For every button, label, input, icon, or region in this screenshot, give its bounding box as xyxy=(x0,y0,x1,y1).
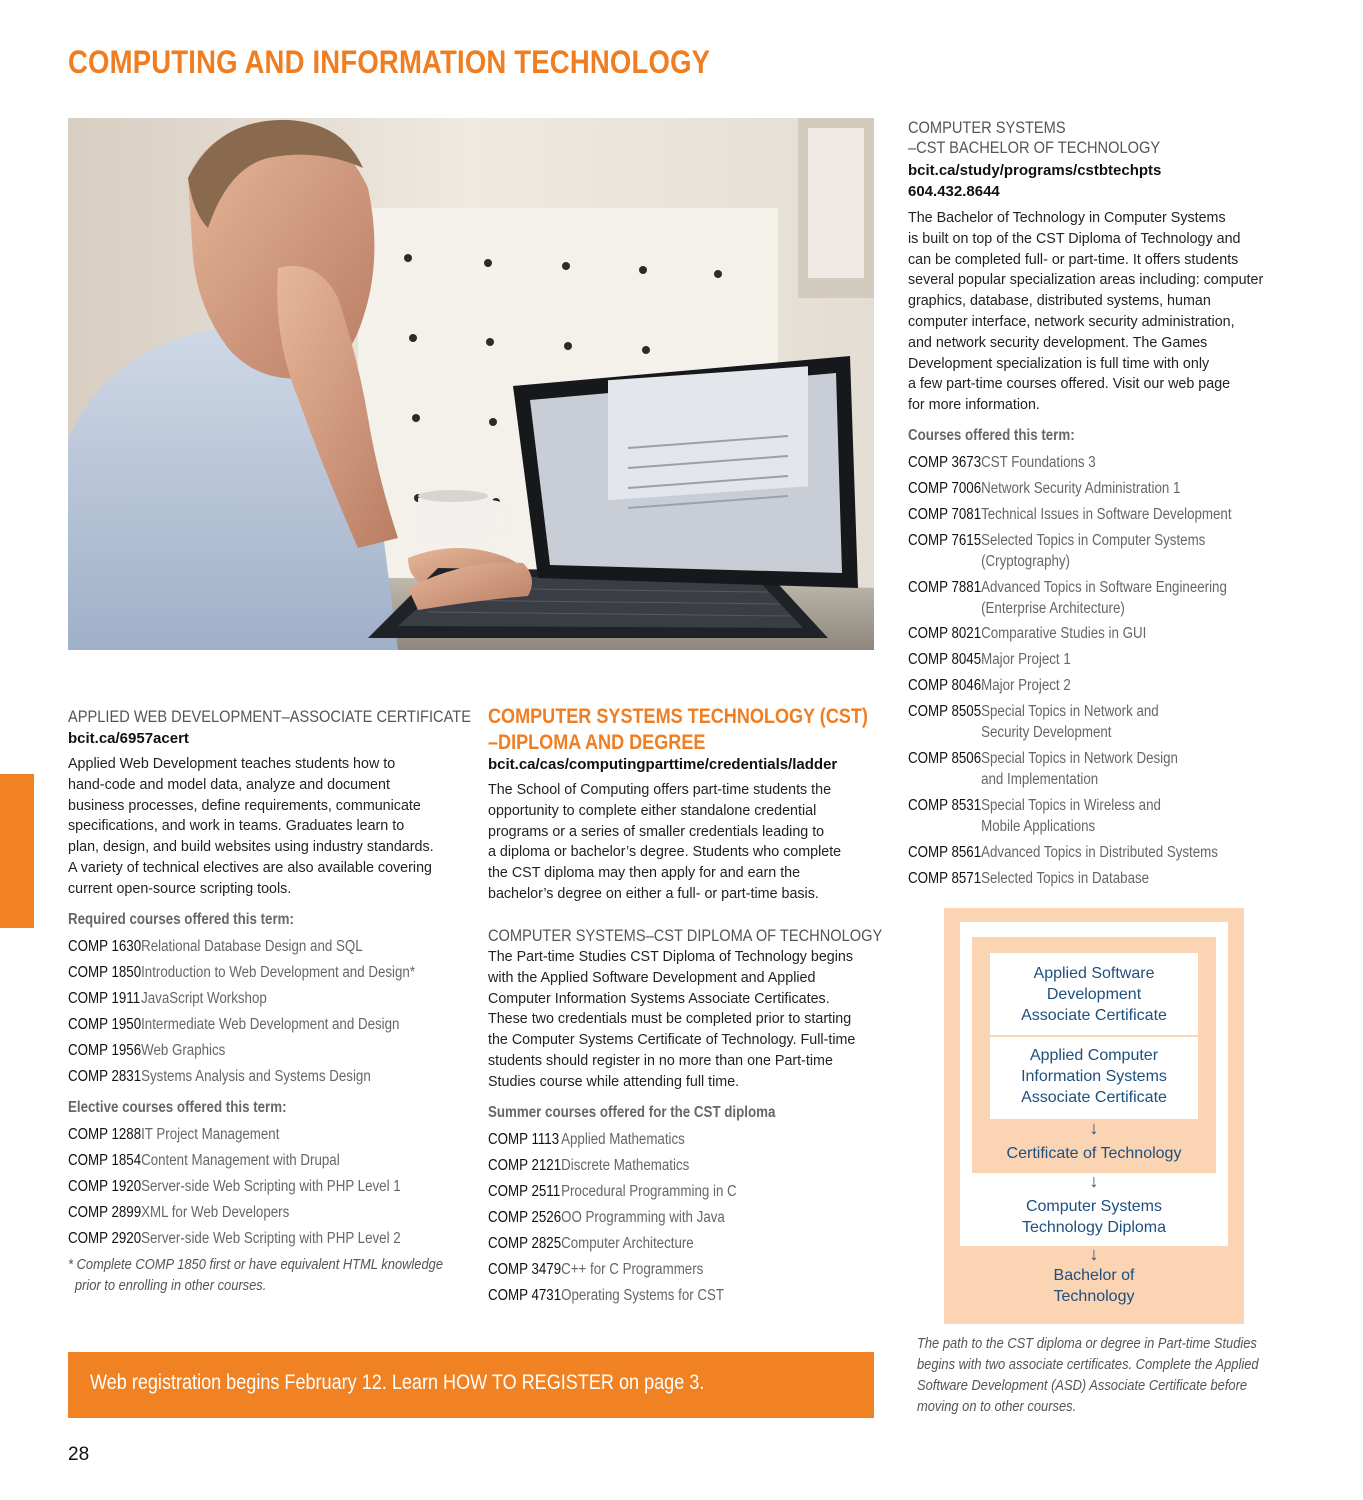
cst-heading: COMPUTER SYSTEMS TECHNOLOGY (CST) –DIPLOMA AND DEGREE xyxy=(488,705,868,754)
course-item: COMP 2920 Server-side Web Scripting with PHP Level 2 xyxy=(68,1230,401,1247)
btech-description: The Bachelor of Technology in Computer Systems is built on top of the CST Diploma of Technology and can be completed full- or part-time. It offers students several popular specialization areas including: computer graphics, database, distributed systems, human computer interface, network security administration, and network security development. The Games Development specialization is full time with only a few part-time courses offered. Visit our web page for more information. xyxy=(908,210,1264,414)
arrow-down-icon: ↓ xyxy=(1089,1171,1099,1191)
course-item: COMP 2121 Discrete Mathematics xyxy=(488,1157,690,1174)
registration-banner-text: Web registration begins February 12. Learn HOW TO REGISTER on page 3. xyxy=(90,1371,705,1394)
course-item: COMP 7081 Technical Issues in Software Development xyxy=(908,506,1232,523)
course-item: COMP 7006 Network Security Administration 1 xyxy=(908,480,1181,497)
course-item: COMP 1854 Content Management with Drupal xyxy=(68,1152,340,1169)
course-item: COMP 8531 Special Topics in Wireless and Mobile Applications xyxy=(908,797,1161,835)
pathway-diagram xyxy=(944,908,1244,1324)
awd-description: Applied Web Development teaches students how to hand-code and model data, analyze and document business processes, define requirements, communicate specifications, and work in teams. Graduates learn to plan, design, and build websites using industry standards. A variety of technical electives are also available covering current open-source scripting tools. xyxy=(68,756,434,897)
course-item: COMP 8045 Major Project 1 xyxy=(908,651,1071,668)
arrow-down-icon: ↓ xyxy=(1089,1118,1099,1138)
photo-man-at-laptop-icon xyxy=(68,118,874,650)
cst-diploma-heading: COMPUTER SYSTEMS–CST DIPLOMA OF TECHNOLOGY xyxy=(488,926,883,945)
btech-link[interactable]: bcit.ca/study/programs/cstbtechpts xyxy=(908,162,1162,179)
page-number: 28 xyxy=(68,1444,90,1465)
cst-diploma-description: The Part-time Studies CST Diploma of Technology begins with the Applied Software Development and Applied Computer Information Systems Associate Certificates. These two credentials must be completed prior to starting the Computer Systems Certificate of Technology. Full-time students should register in no more than one Part-time Studies course while attending full time. xyxy=(488,949,856,1090)
course-item: COMP 1288 IT Project Management xyxy=(68,1126,280,1143)
section-tab-marker xyxy=(0,774,34,928)
awd-heading: APPLIED WEB DEVELOPMENT–ASSOCIATE CERTIFICATE xyxy=(68,707,471,726)
course-item: COMP 2825 Computer Architecture xyxy=(488,1235,694,1252)
cst-description: The School of Computing offers part-time students the opportunity to complete either standalone credential programs or a series of smaller credentials leading to a diploma or bachelor’s degree. Students who complete the CST diploma may then apply for and earn the bachelor’s degree on either a full- or part-time basis. xyxy=(488,782,842,902)
awd-required-list xyxy=(68,936,429,1092)
course-item: COMP 1920 Server-side Web Scripting with PHP Level 1 xyxy=(68,1178,401,1195)
arrow-down-icon: ↓ xyxy=(1089,1244,1099,1264)
course-item: COMP 3673 CST Foundations 3 xyxy=(908,454,1096,471)
page-title: COMPUTING AND INFORMATION TECHNOLOGY xyxy=(68,44,711,80)
cst-summer-list xyxy=(488,1129,815,1311)
course-item: COMP 1950 Intermediate Web Development and Design xyxy=(68,1016,400,1033)
course-item: COMP 4731 Operating Systems for CST xyxy=(488,1287,725,1304)
course-item: COMP 2899 XML for Web Developers xyxy=(68,1204,290,1221)
diploma-label: Computer Systems Technology Diploma xyxy=(1021,1198,1167,1236)
course-item: COMP 8571 Selected Topics in Database xyxy=(908,870,1150,887)
course-item: COMP 8021 Comparative Studies in GUI xyxy=(908,625,1147,642)
course-item: COMP 3479 C++ for C Programmers xyxy=(488,1261,704,1278)
btech-course-list xyxy=(908,452,1269,894)
course-item: COMP 1956 Web Graphics xyxy=(68,1042,226,1059)
awd-elective-list xyxy=(68,1124,429,1254)
course-item: COMP 2511 Procedural Programming in C xyxy=(488,1183,737,1200)
btech-courses-heading: Courses offered this term: xyxy=(908,427,1075,444)
awd-footnote: * Complete COMP 1850 first or have equivalent HTML knowledge prior to enrolling in other courses. xyxy=(68,1256,444,1294)
cst-link[interactable]: bcit.ca/cas/computingparttime/credentials/ladder xyxy=(488,756,838,773)
course-item: COMP 8561 Advanced Topics in Distributed Systems xyxy=(908,844,1218,861)
btech-phone: 604.432.8644 xyxy=(908,183,1000,200)
diagram-caption: The path to the CST diploma or degree in Part-time Studies begins with two associate certificates. Complete the Applied Software Development (ASD) Associate Certificate before moving on to other courses. xyxy=(917,1335,1259,1415)
course-item: COMP 8505 Special Topics in Network and Security Development xyxy=(908,703,1159,741)
photo-man-at-laptop xyxy=(68,118,874,650)
course-item: COMP 8506 Special Topics in Network Design and Implementation xyxy=(908,750,1178,788)
course-item: COMP 8046 Major Project 2 xyxy=(908,677,1071,694)
course-item: COMP 1113 Applied Mathematics xyxy=(488,1131,685,1148)
course-item: COMP 1630 Relational Database Design and SQL xyxy=(68,938,363,955)
course-item: COMP 1911 JavaScript Workshop xyxy=(68,990,267,1007)
awd-required-heading: Required courses offered this term: xyxy=(68,911,294,928)
course-item: COMP 2526 OO Programming with Java xyxy=(488,1209,725,1226)
awd-link[interactable]: bcit.ca/6957acert xyxy=(68,730,189,747)
btech-heading: COMPUTER SYSTEMS –CST BACHELOR OF TECHNOLOGY xyxy=(908,118,1161,157)
registration-banner xyxy=(68,1352,874,1418)
diagram-divider xyxy=(990,1035,1198,1037)
asd-certificate-label: Applied Software Development Associate Certificate xyxy=(1021,965,1167,1024)
bachelor-label: Bachelor of Technology xyxy=(1053,1267,1135,1305)
cst-summer-heading: Summer courses offered for the CST diploma xyxy=(488,1104,776,1121)
course-item: COMP 7615 Selected Topics in Computer Systems (Cryptography) xyxy=(908,532,1206,570)
course-item: COMP 7881 Advanced Topics in Software Engineering (Enterprise Architecture) xyxy=(908,579,1227,617)
awd-elective-heading: Elective courses offered this term: xyxy=(68,1099,287,1116)
course-item: COMP 2831 Systems Analysis and Systems Design xyxy=(68,1068,371,1085)
acis-certificate-label: Applied Computer Information Systems Associate Certificate xyxy=(1021,1047,1167,1106)
certificate-of-technology-label: Certificate of Technology xyxy=(1006,1145,1182,1162)
course-item: COMP 1850 Introduction to Web Development and Design* xyxy=(68,964,416,981)
